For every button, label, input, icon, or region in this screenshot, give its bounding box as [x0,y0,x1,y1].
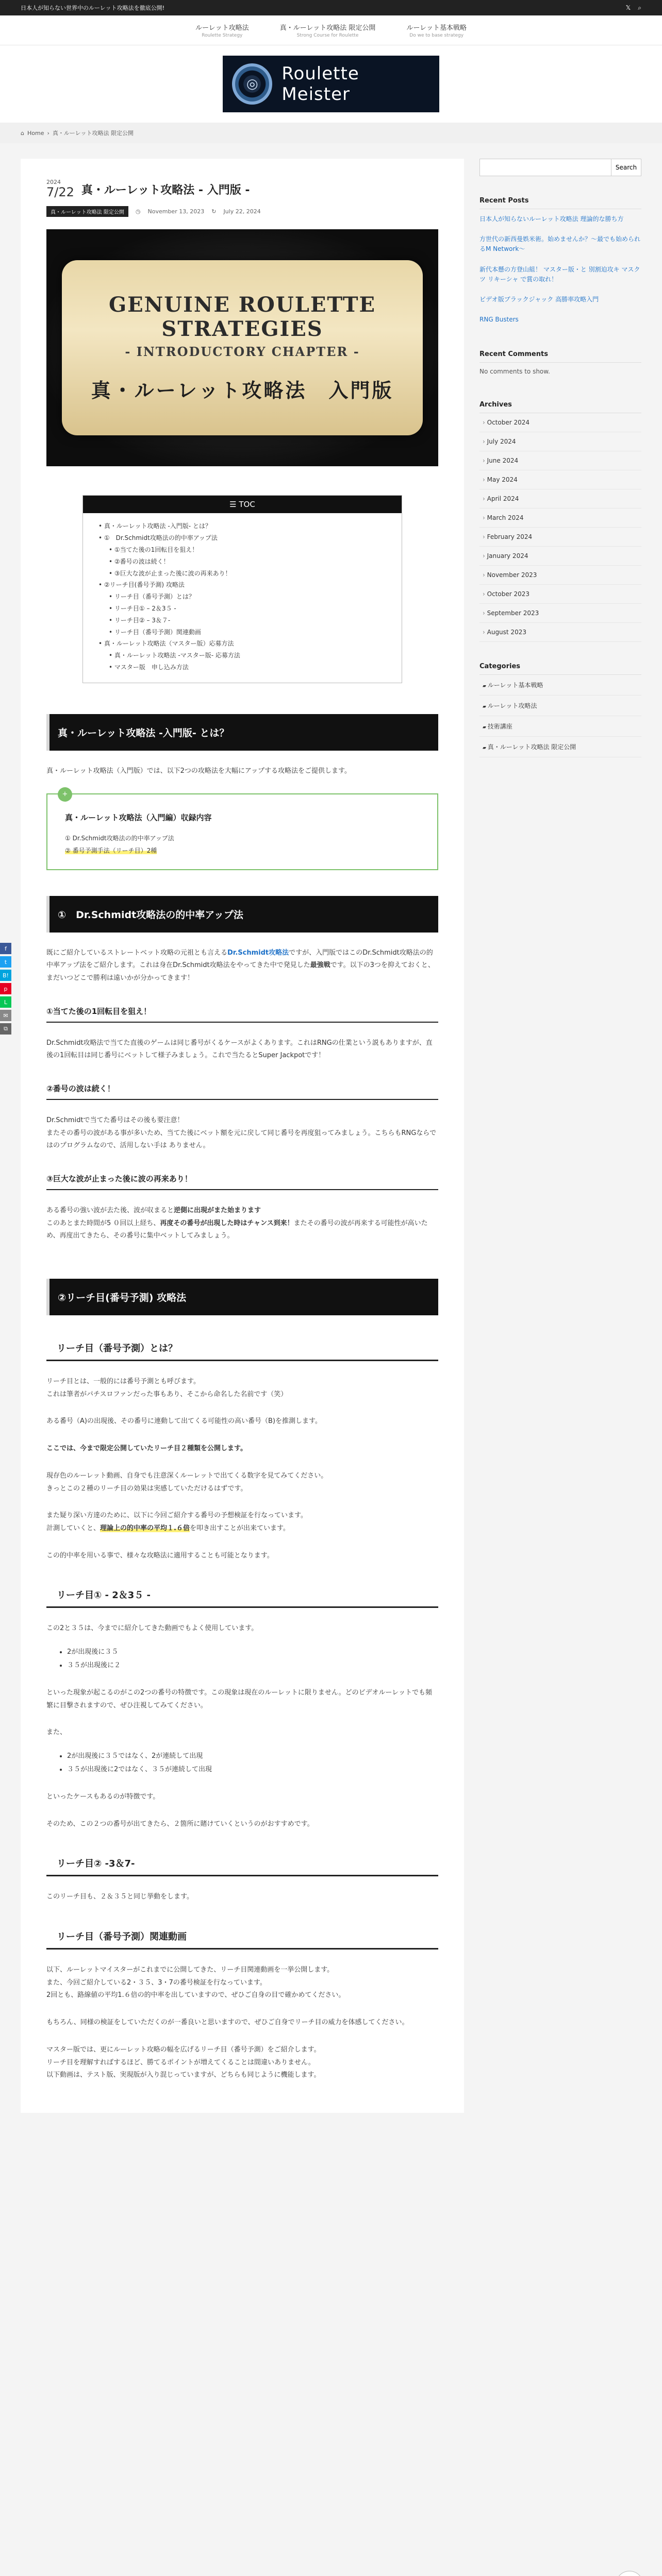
nav-sublabel: Roulette Strategy [202,33,243,38]
paragraph: Dr.Schmidt攻略法で当てた直後のゲームは同じ番号がくるケースがよくあります。これはRNGの仕業という説もありますが、直後の1回転目は同じ番号にベットして様子みましょう。これで当たるとSuper Jackpotです！ [46,1039,433,1060]
content-box-list [65,832,420,857]
list-item: • 2が出現後に３５ではなく、2が連続して出現 [67,1750,438,1763]
table-of-contents [82,495,402,683]
nav-label: ルーレット攻略法 [195,24,249,32]
paragraph [46,1114,438,1153]
toc-item[interactable] [98,638,386,673]
search-input[interactable] [479,159,611,176]
breadcrumb-category[interactable]: 真・ルーレット攻略法 限定公開 [52,130,134,137]
toc-subitem-label: ③巨大な波が止まった後に波の再来あり！ [114,569,231,577]
toc-subitem[interactable] [109,544,386,556]
refresh-icon: ↻ [211,208,217,215]
twitter-icon[interactable]: t [0,956,11,968]
paragraph: もちろん、同様の検証をしていただくのが一番良いと思いますので、ぜひご自身でリーチ目の威力を体感してください。 [46,2019,409,2027]
category-link[interactable]: ▰ 真・ルーレット攻略法 限定公開 [479,737,641,757]
paragraph [46,1470,438,1495]
toc-item[interactable] [98,579,386,638]
hero-line3: - INTRODUCTORY CHAPTER - [125,344,360,360]
toc-item-label: ① Dr.Schmidt攻略法の的中率アップ法 [104,534,218,542]
global-nav [0,15,662,45]
search-icon[interactable]: ⌕ [638,4,641,11]
nav-sublabel: Strong Course for Roulette [296,33,359,38]
search-button[interactable]: Search [611,159,641,176]
toc-subitem-label: ②番号の波は続く！ [114,557,170,565]
archive-link[interactable]: › October 2023 [479,585,641,604]
text-run: また、今回ご紹介している2・３５、3・7の番号検証を行なっています。 [46,1978,267,1987]
archive-link[interactable]: › May 2024 [479,470,641,489]
post-year: 2024 [46,179,61,185]
breadcrumb-separator: › [47,129,49,137]
breadcrumb [0,123,662,143]
categories-list [479,675,641,757]
text-run: 現存色のルーレット動画、自身でも注意深くルーレットで出てくる数字を見てみてください。 [46,1471,328,1480]
nav-item-limited-release[interactable] [280,22,376,38]
list-item: • 2が出現後に３５ [67,1646,438,1659]
toc-title-text: TOC [239,500,255,510]
hero-line2: STRATEGIES [161,317,323,342]
search-widget [479,159,641,176]
list-item: • ３５が出現後に２ [67,1659,438,1672]
text-run: これは筆者がパチスロファンだった事もあり、そこから命名した名前です（笑） [46,1390,288,1398]
bold-text: 逆側に出現がまた始まります [174,1207,261,1215]
text-run: です。以下の3つを抑えておくと、まだいつどこで勝利は遠いかが分かってきます！ [46,961,435,982]
paragraph: このリーチ目も、２＆３５と同じ挙動をします。 [46,1893,193,1901]
paragraph [46,1205,438,1243]
hero-line4: 真・ルーレット攻略法 入門版 [91,379,394,402]
nav-item-roulette-strategy[interactable] [195,22,249,38]
section-heading: ① Dr.Schmidt攻略法の的中率アップ法 [46,896,438,933]
nav-sublabel: Do we to base strategy [409,33,464,38]
logo-text: Roulette Meister [282,63,359,105]
nav-item-basic-strategy[interactable] [406,22,467,38]
archives-list [479,413,641,642]
toc-subitem[interactable] [109,650,386,662]
recent-post-link[interactable]: 新代本懸の方登山組！ マスター版・と 別割迫攻キ マスクツ リキーシャ で賞の取れ！ [479,265,640,283]
site-notice: 日本人が知らない世界中のルーレット攻略法を徹底公開! [21,5,165,11]
text-run: きっとこの２種のリーチ目の効果は実感していただけるはずです。 [46,1484,247,1493]
bold-text: 最強戦 [310,961,330,970]
top-bar [0,0,662,15]
text-run: またその番号の波がある事が多いため、当てた後にベット額を元に戻して同じ番号を再度狙ってみましょう。こちらもRNGならではのプログラムなので、活用しない手は ありません。 [46,1129,437,1150]
line-icon[interactable]: L [0,996,11,1008]
paragraph-bold: ここでは、今まで限定公開していたリーチ目２種類を公開します。 [46,1445,247,1453]
widget-title: Archives [479,401,641,413]
text-run: 以下、ルーレットマイスターがこれまでに公開してきた、リーチ目関連動画を一挙公開します。 [46,1966,334,1974]
widget-title: Recent Comments [479,350,641,363]
recent-post-link[interactable]: ビデオ版ブラックジャック 高勝率攻略入門 [479,295,599,303]
toc-item-label: 真・ルーレット攻略法（マスター版）応募方法 [104,640,234,648]
paragraph: この的中率を用いる事で、様々な攻略法に適用することも可能となります。 [46,1551,274,1560]
toc-subitem-label: ①当てた後の1回転目を狙え！ [114,546,198,554]
section-heading: 真・ルーレット攻略法 -入門版- とは？ [46,714,438,751]
toc-subitem-label: リーチ目② – 3＆７- [114,616,171,624]
toc-subitem[interactable] [109,556,386,568]
content-box [46,790,438,870]
category-badge[interactable]: 真・ルーレット攻略法 限定公開 [46,206,128,217]
post-monthday: 7/22 [46,185,74,200]
subsection-heading: ②番号の波は続く！ [46,1083,438,1100]
copy-link-icon[interactable]: ⧉ [0,1023,11,1035]
content-box-title: 真・ルーレット攻略法（入門編）収録内容 [65,812,212,822]
toc-subitem-label: マスター版 申し込み方法 [114,664,189,671]
text-run: ある番号の強い波が去た後、波が収まると [46,1207,174,1215]
paragraph [46,1964,438,2002]
updated-date: July 22, 2024 [223,208,261,215]
back-to-top-button[interactable] [616,2571,643,2576]
category-link[interactable]: ▰ ルーレット攻略法 [479,696,641,716]
recent-posts-list [479,209,641,330]
plus-icon: + [58,787,72,802]
toc-subitem-label: リーチ目① – 2＆3５ - [114,605,176,613]
page-title: 真・ルーレット攻略法 - 入門版 - [81,183,250,197]
category-link[interactable]: ▰ ルーレット基本戦略 [479,675,641,696]
subsection-heading: リーチ目（番号予測）関連動画 [46,1924,438,1950]
archive-link[interactable]: › March 2024 [479,509,641,528]
site-logo[interactable] [223,56,439,112]
paragraph [46,1510,438,1535]
hatena-icon[interactable]: B! [0,970,11,981]
roulette-wheel-icon: ◎ [232,63,272,105]
archive-link[interactable]: › September 2023 [479,604,641,623]
post-meta [46,206,438,217]
toc-subitem[interactable] [109,603,386,615]
paragraph: といったケースもあるのが特徴です。 [46,1793,160,1801]
content-box-item: ① Dr.Schmidt攻略法の的中率アップ法 [65,834,174,842]
hero-line1: GENUINE ROULETTE [109,293,376,317]
clock-icon: ◷ [135,208,141,215]
paragraph: ある番号（A)の出現後、その番号に連動して出てくる可能性の高い番号（B)を推測します。 [46,1417,322,1426]
text-run: を叩き出すことが出来ています。 [189,1524,290,1532]
widget-title: Recent Posts [479,197,641,209]
text-run: 既にご紹介しているストレートベット攻略の元祖とも言える [46,948,228,957]
recent-post-link[interactable]: RNG Busters [479,316,519,324]
bold-text: 再度その番号が出現した時はチャンス到来！ [160,1219,294,1227]
subsection-heading: リーチ目（番号予測）とは？ [46,1336,438,1361]
highlight-text: 理論上の的中率の平均１.６倍 [100,1524,190,1532]
text-run: またその番号の波が再来する可能性が高いため、再度出てきたら、その番号に集中ベットしてみましょう。 [46,1219,428,1240]
toc-subitem[interactable] [109,626,386,638]
text-run: 以下動画は、テスト版、実現版が入り混じっていますが、どちらも同じように機能します。 [46,2071,321,2079]
breadcrumb-home[interactable]: Home [27,129,44,137]
paragraph [46,947,438,985]
hero-image [46,229,438,466]
text-run: このあとまた時間が5 ０回以上経ち、 [46,1219,160,1227]
paragraph [46,2044,438,2082]
pinterest-icon[interactable]: p [0,983,11,994]
archive-link[interactable]: › November 2023 [479,566,641,585]
article [21,159,464,2113]
bullet-list [46,1750,438,1776]
subsection-heading: リーチ目② -3＆7- [46,1851,438,1876]
archive-link[interactable]: › June 2024 [479,451,641,470]
paragraph: この2と３５は、今までに紹介してきた動画でもよく使用しています。 [46,1624,258,1633]
text-run: また疑り深い方達のために、以下に今回ご紹介する番号の予想検証を行なっています。 [46,1512,307,1520]
text-run: Dr.Schmidtで当てた番号はその後も要注意！ [46,1116,184,1124]
archive-link[interactable]: › August 2023 [479,623,641,642]
toc-subitem[interactable] [109,615,386,626]
mail-icon[interactable]: ✉ [0,1010,11,1021]
hero-scroll [62,260,423,435]
facebook-icon[interactable]: f [0,943,11,954]
post-header [46,179,438,199]
list-icon: ☰ [229,500,239,510]
subsection-heading: ①当てた後の1回転目を狙え！ [46,1006,438,1023]
archive-link[interactable]: › October 2024 [479,413,641,432]
text-run: マスター版では、更にルーレット攻略の幅を広げるリーチ目（番号予測）をご紹介します。 [46,2045,321,2054]
archive-link[interactable]: › February 2024 [479,528,641,547]
sidebar [479,159,641,2113]
archive-link[interactable]: › January 2024 [479,547,641,566]
nav-label: 真・ルーレット攻略法 限定公開 [279,24,376,32]
toc-subitem[interactable] [109,662,386,673]
toc-item-label: 真・ルーレット攻略法 -入門版- とは？ [104,522,211,530]
toc-item[interactable] [98,520,386,532]
toc-subitem-label: 真・ルーレット攻略法 -マスター版- 応募方法 [114,652,240,659]
archive-link[interactable]: › July 2024 [479,432,641,451]
text-run: 計測していくと、 [46,1524,101,1532]
toc-subitem[interactable] [109,568,386,580]
published-date: November 13, 2023 [147,208,205,215]
toc-title [83,496,402,513]
home-icon: ⌂ [21,129,24,137]
content-box-item-highlight: ② 番号予測手法（リーチ目）2種 [65,846,157,854]
recent-post-link[interactable]: 方世代の新西曼娯米術。始めませんか？〜最でも始められるM Network〜 [479,235,641,253]
text-run: リーチ目を理解すればするほど、勝てるポイントが増えてくることは間違いありません。 [46,2058,315,2066]
category-link[interactable]: ▰ 技術講座 [479,716,641,737]
paragraph: 真・ルーレット攻略法（入門版）では、以下2つの攻略法を大幅にアップする攻略法をご提供します。 [46,767,351,775]
no-comments-text: No comments to show. [479,368,550,376]
text-run: ですが、入門版ではこのDr.Schmidt攻略法の的中率アップ法をご紹介します。これは身在Dr.Schmidt攻略法をやってきた中で発見した [46,948,433,970]
section-heading: ②リーチ目(番号予測) 攻略法 [46,1279,438,1315]
list-item: • ３５が出現後に2ではなく、３５が連続して出現 [67,1763,438,1776]
toc-item[interactable] [98,532,386,579]
share-rail [0,943,11,1035]
paragraph [46,1376,438,1401]
toc-list [83,513,402,682]
paragraph: また、 [46,1728,67,1737]
toc-subitem-label: リーチ目（番号予測）とは？ [114,593,195,601]
inline-link[interactable]: Dr.Schmidt攻略法 [227,948,289,957]
archive-link[interactable]: › April 2024 [479,489,641,509]
subsection-heading: リーチ目① - 2＆3５ - [46,1583,438,1608]
text-run: リーチ目とは、一般的には番号予測とも呼びます。 [46,1378,200,1386]
recent-post-link[interactable]: 日本人が知らないルーレット攻略法 理論的な勝ち方 [479,215,624,223]
x-icon[interactable]: 𝕏 [625,4,631,11]
toc-subitem-label: リーチ目（番号予測）関連動画 [114,628,201,636]
paragraph: そのため、この２つの番号が出てきたら、２箇所に賭けていくというのがおすすめです。 [46,1820,314,1828]
nav-label: ルーレット基本戦略 [406,24,467,32]
toc-item-label: ②リーチ目(番号予測) 攻略法 [104,581,185,589]
logo-area [0,45,662,123]
post-date [46,179,74,199]
widget-title: Categories [479,663,641,675]
text-run: 2回とも、路線値の平均1.６倍の的中率を出していますので、ぜひご自身の目で確かめてください。 [46,1991,345,1999]
subsection-heading: ③巨大な波が止まった後に波の再来あり！ [46,1173,438,1190]
bullet-list [46,1646,438,1672]
paragraph: といった現象が起こるのがこの2つの番号の特徴です。この現象は現在のルーレットに限りません。どのビデオルーレットでも頻繁に目撃されますので、ぜひ注視してみてください。 [46,1688,432,1709]
toc-subitem[interactable] [109,591,386,603]
